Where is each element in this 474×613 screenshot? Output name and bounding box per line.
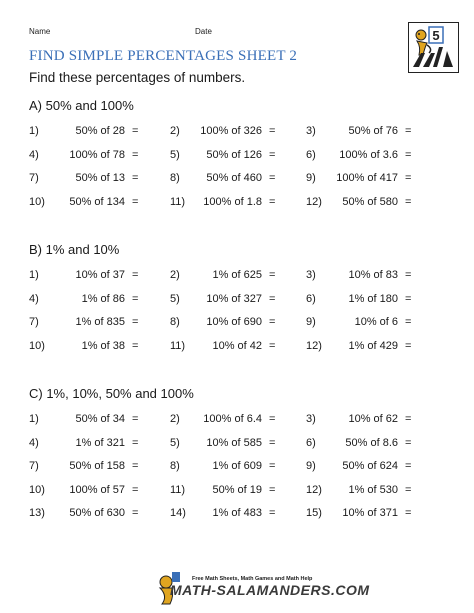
equals-sign: = xyxy=(132,195,139,208)
question-number: 8) xyxy=(170,460,180,472)
question-number: 1) xyxy=(29,413,39,425)
equals-sign: = xyxy=(269,148,276,161)
equals-sign: = xyxy=(132,172,139,184)
equals-sign: = xyxy=(405,436,412,449)
question-number: 7) xyxy=(29,316,39,328)
question-number: 15) xyxy=(306,507,322,519)
question-expression: 10% of 42 xyxy=(212,339,262,352)
question-expression: 50% of 13 xyxy=(75,172,125,184)
question-expression: 50% of 76 xyxy=(348,125,398,137)
equals-sign: = xyxy=(132,436,139,449)
question-number: 6) xyxy=(306,148,316,161)
question-number: 8) xyxy=(170,172,180,184)
question-expression: 50% of 630 xyxy=(69,507,125,519)
question-row xyxy=(0,125,474,141)
question-number: 4) xyxy=(29,292,39,305)
question-row xyxy=(0,269,474,285)
question-expression: 10% of 585 xyxy=(206,436,262,449)
equals-sign: = xyxy=(269,172,276,184)
question-number: 2) xyxy=(170,125,180,137)
equals-sign: = xyxy=(405,195,412,208)
question-number: 9) xyxy=(306,316,316,328)
footer-brand: MATH-SALAMANDERS.COM xyxy=(170,582,370,598)
question-number: 6) xyxy=(306,436,316,449)
equals-sign: = xyxy=(269,195,276,208)
question-number: 7) xyxy=(29,172,39,184)
question-number: 5) xyxy=(170,436,180,449)
question-expression: 50% of 8.6 xyxy=(345,436,398,449)
question-row xyxy=(0,196,474,212)
question-number: 3) xyxy=(306,269,316,281)
question-row xyxy=(0,460,474,476)
question-row xyxy=(0,507,474,523)
question-expression: 1% of 180 xyxy=(348,292,398,305)
section-title: B) 1% and 10% xyxy=(29,242,120,257)
question-expression: 50% of 624 xyxy=(342,460,398,472)
equals-sign: = xyxy=(269,125,276,137)
question-expression: 50% of 28 xyxy=(75,125,125,137)
question-number: 10) xyxy=(29,483,45,496)
question-expression: 50% of 134 xyxy=(69,195,125,208)
question-number: 2) xyxy=(170,413,180,425)
question-number: 5) xyxy=(170,292,180,305)
question-number: 12) xyxy=(306,339,322,352)
question-expression: 1% of 86 xyxy=(81,292,125,305)
question-number: 1) xyxy=(29,125,39,137)
question-expression: 1% of 835 xyxy=(75,316,125,328)
question-number: 3) xyxy=(306,413,316,425)
question-number: 5) xyxy=(170,148,180,161)
question-number: 10) xyxy=(29,339,45,352)
equals-sign: = xyxy=(405,413,412,425)
question-number: 4) xyxy=(29,436,39,449)
question-expression: 1% of 429 xyxy=(348,339,398,352)
section-title: C) 1%, 10%, 50% and 100% xyxy=(29,386,194,401)
question-expression: 10% of 371 xyxy=(342,507,398,519)
equals-sign: = xyxy=(269,460,276,472)
equals-sign: = xyxy=(132,316,139,328)
equals-sign: = xyxy=(269,269,276,281)
equals-sign: = xyxy=(132,507,139,519)
question-expression: 50% of 580 xyxy=(342,195,398,208)
question-number: 11) xyxy=(170,339,186,352)
equals-sign: = xyxy=(269,436,276,449)
equals-sign: = xyxy=(269,507,276,519)
equals-sign: = xyxy=(405,507,412,519)
question-expression: 50% of 19 xyxy=(212,483,262,496)
question-number: 6) xyxy=(306,292,316,305)
equals-sign: = xyxy=(405,483,412,496)
equals-sign: = xyxy=(132,125,139,137)
page-title: FIND SIMPLE PERCENTAGES SHEET 2 xyxy=(29,48,298,64)
salamander-icon xyxy=(409,23,457,71)
question-expression: 100% of 6.4 xyxy=(203,413,262,425)
question-expression: 10% of 83 xyxy=(348,269,398,281)
question-number: 9) xyxy=(306,460,316,472)
question-row xyxy=(0,340,474,356)
instructions-text: Find these percentages of numbers. xyxy=(29,70,246,85)
question-expression: 100% of 1.8 xyxy=(203,195,262,208)
equals-sign: = xyxy=(269,316,276,328)
question-expression: 100% of 417 xyxy=(336,172,398,184)
grade-logo xyxy=(408,22,459,73)
question-number: 10) xyxy=(29,195,45,208)
question-expression: 100% of 326 xyxy=(200,125,262,137)
equals-sign: = xyxy=(132,413,139,425)
equals-sign: = xyxy=(132,339,139,352)
question-number: 2) xyxy=(170,269,180,281)
question-expression: 100% of 3.6 xyxy=(339,148,398,161)
question-number: 1) xyxy=(29,269,39,281)
question-expression: 50% of 158 xyxy=(69,460,125,472)
question-number: 12) xyxy=(306,195,322,208)
equals-sign: = xyxy=(405,460,412,472)
question-number: 7) xyxy=(29,460,39,472)
question-expression: 1% of 609 xyxy=(212,460,262,472)
equals-sign: = xyxy=(132,292,139,305)
question-row xyxy=(0,293,474,309)
equals-sign: = xyxy=(269,483,276,496)
grade-number: 5 xyxy=(432,28,440,43)
equals-sign: = xyxy=(132,148,139,161)
question-expression: 1% of 321 xyxy=(75,436,125,449)
equals-sign: = xyxy=(405,316,412,328)
equals-sign: = xyxy=(132,483,139,496)
question-row xyxy=(0,413,474,429)
equals-sign: = xyxy=(269,339,276,352)
question-number: 4) xyxy=(29,148,39,161)
question-expression: 1% of 625 xyxy=(212,269,262,281)
question-expression: 100% of 78 xyxy=(69,148,125,161)
equals-sign: = xyxy=(269,413,276,425)
question-expression: 50% of 34 xyxy=(75,413,125,425)
equals-sign: = xyxy=(132,460,139,472)
footer-tagline: Free Math Sheets, Math Games and Math Help xyxy=(192,576,313,582)
equals-sign: = xyxy=(405,269,412,281)
question-expression: 1% of 530 xyxy=(348,483,398,496)
name-label: Name xyxy=(29,27,51,36)
question-expression: 100% of 57 xyxy=(69,483,125,496)
date-label: Date xyxy=(195,27,212,36)
question-number: 11) xyxy=(170,195,186,208)
equals-sign: = xyxy=(405,125,412,137)
equals-sign: = xyxy=(405,172,412,184)
equals-sign: = xyxy=(132,269,139,281)
question-expression: 10% of 6 xyxy=(354,316,398,328)
equals-sign: = xyxy=(405,292,412,305)
question-row xyxy=(0,316,474,332)
question-expression: 1% of 483 xyxy=(212,507,262,519)
question-expression: 50% of 126 xyxy=(206,148,262,161)
question-expression: 10% of 62 xyxy=(348,413,398,425)
question-row xyxy=(0,484,474,500)
question-expression: 50% of 460 xyxy=(206,172,262,184)
question-number: 13) xyxy=(29,507,45,519)
question-number: 11) xyxy=(170,483,186,496)
equals-sign: = xyxy=(405,148,412,161)
question-row xyxy=(0,437,474,453)
equals-sign: = xyxy=(269,292,276,305)
equals-sign: = xyxy=(405,339,412,352)
question-number: 9) xyxy=(306,172,316,184)
question-number: 3) xyxy=(306,125,316,137)
question-expression: 10% of 327 xyxy=(206,292,262,305)
question-expression: 1% of 38 xyxy=(81,339,125,352)
section-title: A) 50% and 100% xyxy=(29,98,134,113)
question-number: 14) xyxy=(170,507,186,519)
question-row xyxy=(0,149,474,165)
question-number: 8) xyxy=(170,316,180,328)
question-expression: 10% of 690 xyxy=(206,316,262,328)
question-expression: 10% of 37 xyxy=(75,269,125,281)
question-number: 12) xyxy=(306,483,322,496)
question-row xyxy=(0,172,474,188)
